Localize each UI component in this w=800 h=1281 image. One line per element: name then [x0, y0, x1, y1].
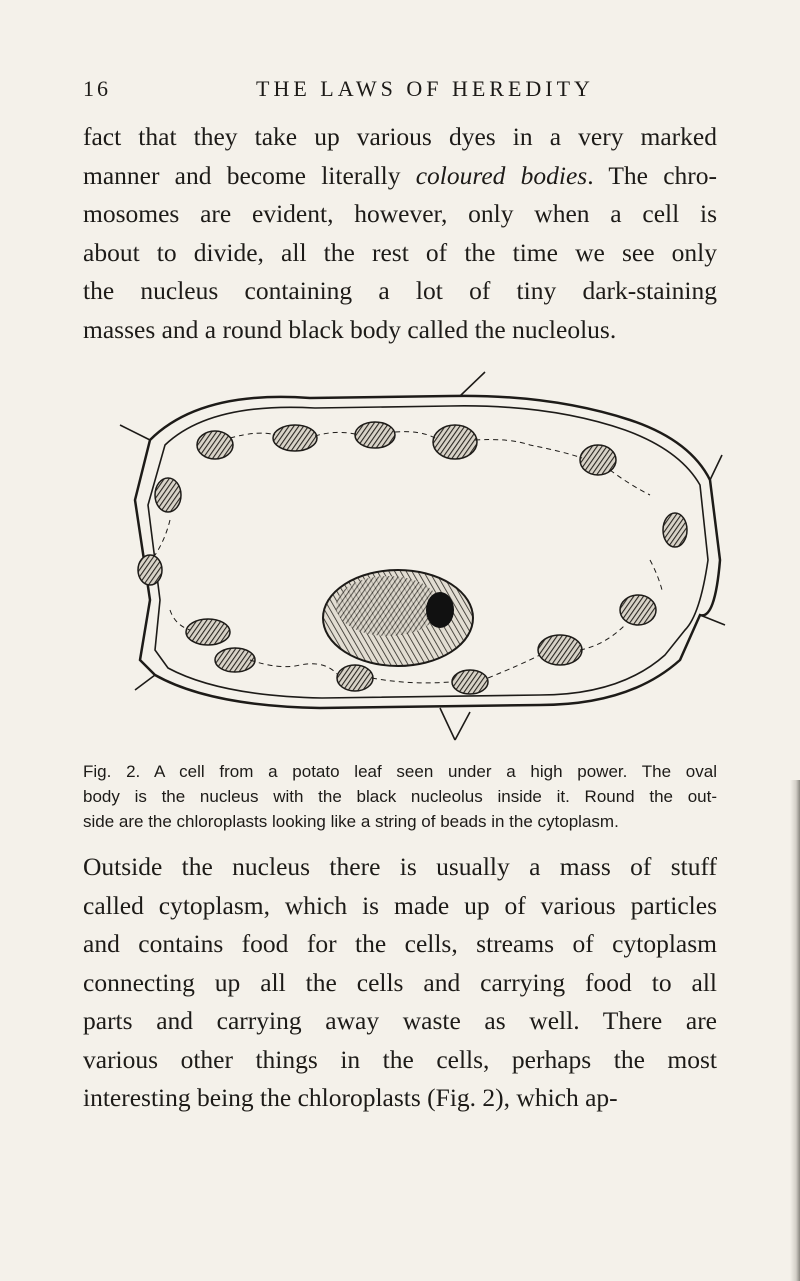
text-line: and contains food for the cells, streams of cytoplasm — [83, 929, 717, 958]
caption-line: side are the chloroplasts looking like a string of beads in the cytoplasm. — [83, 812, 619, 831]
running-title: THE LAWS OF HEREDITY — [256, 76, 594, 101]
text-line: mosomes are evident, however, only when a cell is — [83, 199, 717, 228]
nucleolus — [426, 592, 454, 628]
running-header — [83, 76, 715, 106]
caption-line: body is the nucleus with the black nucleolus inside it. Round the out- — [83, 787, 717, 806]
text-line: various other things in the cells, perhaps the most — [83, 1044, 717, 1074]
text-line: parts and carrying away waste as well. There are — [83, 1006, 717, 1035]
text-line: interesting being the chloroplasts (Fig. 2), which ap- — [83, 1083, 618, 1112]
text-line: the nucleus containing a lot of tiny dark-staining — [83, 276, 717, 305]
text-line: manner and become literally coloured bodies. The chro- — [83, 160, 717, 190]
nucleus — [323, 570, 473, 666]
text-line: Outside the nucleus there is usually a mass of stuff — [83, 852, 717, 881]
text-line: masses and a round black body called the nucleolus. — [83, 314, 617, 344]
figure-caption — [83, 759, 717, 834]
text-line: connecting up all the cells and carrying food to all — [83, 967, 717, 997]
page-edge-shadow — [790, 780, 800, 1281]
paragraph-cytoplasm — [83, 848, 717, 1118]
cell-illustration — [110, 360, 730, 755]
caption-line: Fig. 2. A cell from a potato leaf seen under a high power. The oval — [83, 762, 717, 781]
text-line: called cytoplasm, which is made up of various particles — [83, 890, 717, 920]
page-number: 16 — [83, 76, 111, 101]
text-line: about to divide, all the rest of the time we see only — [83, 237, 717, 267]
text-line: fact that they take up various dyes in a very marked — [83, 122, 717, 151]
paragraph-chromosomes — [83, 118, 717, 349]
emphasis-text: coloured bodies — [415, 160, 588, 190]
